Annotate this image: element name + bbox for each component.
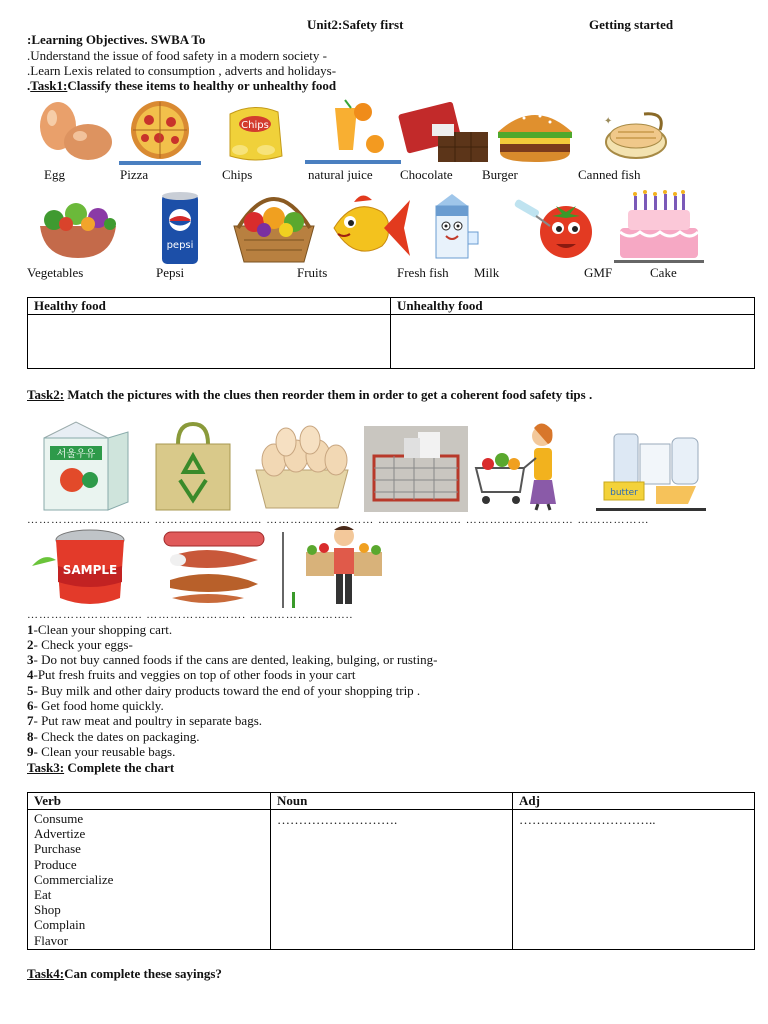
verb-item: Eat xyxy=(34,887,52,903)
tip-number: 2 xyxy=(27,637,34,652)
adj-cell[interactable] xyxy=(513,810,755,950)
tip-1 xyxy=(27,622,172,637)
tip-number: 7 xyxy=(27,713,34,728)
verb-list xyxy=(28,810,271,950)
label-vegetables: Vegetables xyxy=(27,265,84,280)
cake-icon xyxy=(614,188,704,264)
section-title: Getting started xyxy=(589,17,674,32)
label-pepsi: Pepsi xyxy=(156,265,185,280)
objective-item: .Understand the issue of food safety in a modern society - xyxy=(27,48,328,63)
label-cake: Cake xyxy=(650,265,677,280)
tip-6 xyxy=(27,698,164,713)
task3-heading xyxy=(27,760,174,775)
task2-label: Task2: xyxy=(27,387,65,402)
word-forms-chart xyxy=(27,792,755,950)
dairy-products-icon xyxy=(596,424,706,512)
verb-item: Purchase xyxy=(34,841,81,857)
task1-instruction: Classify these items to healthy or unhealthy food xyxy=(67,78,337,93)
label-burger: Burger xyxy=(482,167,518,182)
can-label-text: SAMPLE xyxy=(62,563,118,577)
verb-item: Complain xyxy=(34,917,86,933)
shopping-cart-icon xyxy=(364,426,468,512)
pizza-icon xyxy=(119,100,201,166)
header-verb: Verb xyxy=(28,793,271,810)
tip-number: 5 xyxy=(27,683,34,698)
tip-text: - Buy milk and other dairy products toward the end of your shopping trip . xyxy=(33,683,421,698)
verb-item: Consume xyxy=(34,811,84,826)
tip-number: 9 xyxy=(27,744,34,759)
noun-dots: ………………………. xyxy=(277,812,398,827)
raw-meat-icon xyxy=(158,526,270,610)
tip-4 xyxy=(27,667,356,682)
tip-number: 6 xyxy=(27,698,34,713)
label-pizza: Pizza xyxy=(120,167,149,182)
gmf-tomato-icon xyxy=(510,192,606,264)
adj-dots: ………………………….. xyxy=(519,812,656,827)
label-milk: Milk xyxy=(474,265,500,280)
burger-icon xyxy=(494,104,576,166)
verb-item: Shop xyxy=(34,902,61,918)
tip-7 xyxy=(27,713,262,728)
task2-heading xyxy=(27,387,592,402)
noun-cell[interactable] xyxy=(271,810,513,950)
header-healthy-food: Healthy food xyxy=(28,298,391,315)
verb-item: Flavor xyxy=(34,932,68,948)
verb-item: Produce xyxy=(34,856,77,872)
tip-3 xyxy=(27,652,437,667)
butter-text: butter xyxy=(610,488,638,498)
label-canned-fish: Canned fish xyxy=(578,167,641,182)
tip-text: - Put raw meat and poultry in separate bags. xyxy=(33,713,263,728)
juice-icon xyxy=(305,98,401,166)
fish-icon xyxy=(328,190,414,266)
answer-dots-row1[interactable]: …………………………. ……………………… ……………………… ………………… ……………………… ……………… xyxy=(27,514,650,526)
header-noun: Noun xyxy=(271,793,513,810)
task3-label: Task3: xyxy=(27,760,65,775)
verb-item: Advertize xyxy=(34,826,86,842)
label-fruits: Fruits xyxy=(297,265,328,280)
task4-label: Task4: xyxy=(27,966,65,981)
man-bags-icon xyxy=(278,522,404,610)
pepsi-brand-text: pepsi xyxy=(166,240,194,251)
unhealthy-food-cell[interactable] xyxy=(391,315,755,369)
unit-title: Unit2:Safety first xyxy=(307,17,404,32)
woman-cart-icon xyxy=(472,418,580,512)
healthy-food-cell[interactable] xyxy=(28,315,391,369)
task1-heading xyxy=(27,78,336,93)
label-fresh-fish: Fresh fish xyxy=(397,265,449,280)
task4-instruction: Can complete these sayings? xyxy=(64,966,222,981)
verb-item: Commercialize xyxy=(34,871,114,887)
chips-brand-text: Chips xyxy=(241,120,269,131)
milk-carton-icon xyxy=(36,418,134,512)
chocolate-icon xyxy=(398,102,494,168)
objective-item: .Learn Lexis related to consumption , adverts and holidays- xyxy=(27,63,337,78)
label-gmf: GMF xyxy=(584,265,613,280)
fruits-icon xyxy=(224,190,324,266)
milk-carton-text: 서울우유 xyxy=(56,449,96,460)
vegetables-icon xyxy=(30,196,126,262)
tip-9 xyxy=(27,744,175,759)
task2-instruction: Match the pictures with the clues then reorder them in order to get a coherent food safety tips . xyxy=(67,387,593,402)
svg-text:✦: ✦ xyxy=(604,116,613,127)
answer-dots-row2[interactable]: ……………………….. ……………………. …………………….. xyxy=(27,609,354,621)
tip-2 xyxy=(27,637,133,652)
tip-number: 3 xyxy=(27,652,34,667)
objectives-title: :Learning Objectives. SWBA To xyxy=(27,32,206,47)
label-natural-juice: natural juice xyxy=(308,167,373,182)
pepsi-icon xyxy=(158,190,202,266)
tip-5 xyxy=(27,683,420,698)
milk-icon xyxy=(426,192,480,264)
tip-text: -Clean your shopping cart. xyxy=(33,622,173,637)
task3-instruction: Complete the chart xyxy=(64,760,175,775)
tip-text: - Do not buy canned foods if the cans are dented, leaking, bulging, or rusting- xyxy=(33,652,438,667)
task1-prefix: . xyxy=(27,78,31,93)
canned-food-icon xyxy=(30,526,148,610)
header-unhealthy-food: Unhealthy food xyxy=(391,298,755,315)
tip-text: -Put fresh fruits and veggies on top of other foods in your cart xyxy=(33,667,356,682)
tip-8 xyxy=(27,729,200,744)
healthy-unhealthy-table xyxy=(27,297,755,369)
canned-fish-icon xyxy=(596,110,674,164)
label-chips: Chips xyxy=(222,167,253,182)
chips-icon xyxy=(218,100,292,166)
reusable-bag-icon xyxy=(148,420,238,512)
label-chocolate: Chocolate xyxy=(400,167,453,182)
tip-number: 4 xyxy=(27,667,34,682)
egg-carton-icon xyxy=(252,420,352,512)
tip-number: 8 xyxy=(27,729,34,744)
task4-heading xyxy=(27,966,222,981)
header-adj: Adj xyxy=(513,793,755,810)
tip-text: - Check the dates on packaging. xyxy=(33,729,200,744)
task1-label: Task1: xyxy=(30,78,68,93)
egg-icon xyxy=(28,98,114,164)
tip-number: 1 xyxy=(27,622,34,637)
tip-text: - Check your eggs- xyxy=(33,637,133,652)
tip-text: - Clean your reusable bags. xyxy=(33,744,176,759)
label-egg: Egg xyxy=(44,167,65,182)
tip-text: - Get food home quickly. xyxy=(33,698,164,713)
